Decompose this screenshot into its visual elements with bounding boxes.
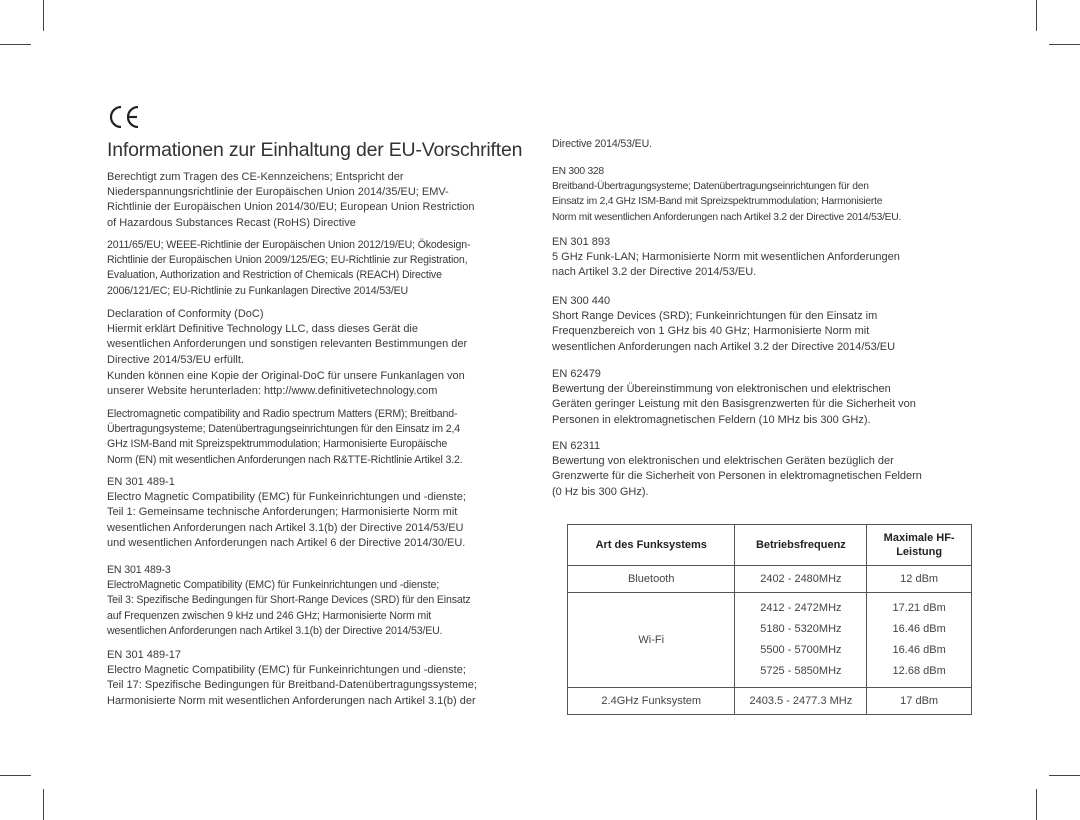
paragraph-en-301-893: EN 301 893 5 GHz Funk-LAN; Harmonisierte Norm mit wesentlichen Anforderungen nach Artikel 3.2 der Directive 2014/53/EU.	[552, 236, 900, 279]
crop-mark	[1036, 0, 1037, 31]
crop-mark	[0, 775, 31, 776]
paragraph-en-301-489-1: EN 301 489-1 Electro Magnetic Compatibility (EMC) für Funkeinrichtungen und -dienste; Teil 1: Gemeinsame technische Anforderungen; Harmonisierte Norm mit wesentlichen Anforderungen nach Artikel 3.1(b) der Directive 2014/53/EU und wesentlichen Anforderungen nach Artikel 6 der Directive 2014/30/EU.	[107, 476, 466, 549]
cell-system: 2.4GHz Funksystem	[568, 688, 735, 715]
table-row	[568, 566, 972, 593]
radio-spec-table	[567, 524, 972, 715]
crop-mark	[43, 789, 44, 820]
header-power: Maximale HF-Leistung	[867, 525, 972, 566]
paragraph-doc-download: Kunden können eine Kopie der Original-DoC für unsere Funkanlagen von unserer Website herunterladen: http://www.definitivetechnology.com	[107, 370, 465, 398]
cell-power: 17 dBm	[867, 688, 972, 715]
cell-system: Bluetooth	[568, 566, 735, 593]
crop-mark	[43, 0, 44, 31]
ce-mark-icon	[107, 104, 141, 130]
table-header-row	[568, 525, 972, 566]
paragraph-declaration-of-conformity: Declaration of Conformity (DoC) Hiermit erklärt Definitive Technology LLC, dass dieses Gerät die wesentlichen Anforderungen und sonstigen relevanten Bestimmungen der Directive 2014/53/EU erfüllt.	[107, 308, 468, 366]
paragraph-en-301-489-3: EN 301 489-3 ElectroMagnetic Compatibility (EMC) für Funkeinrichtungen und -dienste; Teil 3: Spezifische Bedingungen für Short-Range Devices (SRD) für den Einsatz auf Frequenzen zwischen 9 kHz und 246 GHz; Harmonisierte Norm mit wesentlichen Anforderungen nach Artikel 3.1(b) der Directive 2014/53/EU.	[107, 564, 471, 637]
paragraph-ce-compliance: Berechtigt zum Tragen des CE-Kennzeichens; Entspricht der Niederspannungsrichtlinie der Europäischen Union 2014/35/EU; EMV- Richtlinie der Europäischen Union 2014/30/EU; European Union Restriction of Hazardous Substances Recast (RoHS) Directive	[107, 171, 475, 229]
cell-system: Wi-Fi	[568, 593, 735, 688]
crop-mark	[1036, 789, 1037, 820]
paragraph-en-300-440: EN 300 440 Short Range Devices (SRD); Funkeinrichtungen für den Einsatz im Frequenzbereich von 1 GHz bis 40 GHz; Harmonisierte Norm mit wesentlichen Anforderungen nach Artikel 3.2 der Directive 2014/53/EU	[552, 295, 896, 353]
page-title: Informationen zur Einhaltung der EU-Vorschriften	[107, 139, 523, 161]
paragraph-en-300-328: EN 300 328 Breitband-Übertragungsysteme; Datenübertragungseinrichtungen für den Einsatz im 2,4 GHz ISM-Band mit Spreizspektrummodulation; Harmonisierte Norm mit wesentlichen Anforderungen nach Artikel 3.2 der Directive 2014/53/EU.	[552, 166, 902, 223]
paragraph-directive-continued: Directive 2014/53/EU.	[552, 138, 652, 150]
cell-frequency: 2412 - 2472MHz 5180 - 5320MHz 5500 - 5700MHz 5725 - 5850MHz	[735, 593, 867, 688]
header-system: Art des Funksystems	[568, 525, 735, 566]
paragraph-en-62311: EN 62311 Bewertung von elektronischen und elektrischen Geräten bezüglich der Grenzwerte für die Sicherheit von Personen in elektromagnetischen Feldern (0 Hz bis 300 GHz).	[552, 440, 922, 498]
table-row	[568, 688, 972, 715]
table-row	[568, 593, 972, 688]
cell-frequency: 2403.5 - 2477.3 MHz	[735, 688, 867, 715]
paragraph-en-301-489-17: EN 301 489-17 Electro Magnetic Compatibility (EMC) für Funkeinrichtungen und -dienste; Teil 17: Spezifische Bedingungen für Breitband-Datenübertragungssysteme; Harmonisierte Norm mit wesentlichen Anforderungen nach Artikel 3.1(b) der	[107, 649, 477, 707]
paragraph-erm: Electromagnetic compatibility and Radio spectrum Matters (ERM); Breitband- Übertragungsysteme; Datenübertragungseinrichtungen für den Einsatz im 2,4 GHz ISM-Band mit Spreizspektrummodulation; Harmonisierte Europäische Norm (EN) mit wesentlichen Anforderungen nach R&TTE-Richtlinie Artikel 3.2.	[107, 408, 463, 466]
crop-mark	[0, 44, 31, 45]
paragraph-directives: 2011/65/EU; WEEE-Richtlinie der Europäischen Union 2012/19/EU; Ökodesign- Richtlinie der Europäischen Union 2009/125/EG; EU-Richtlinie zur Registration, Evaluation, Authorization and Restriction of Chemicals (REACH) Directive 2006/121/EC; EU-Richtlinie zu Funkanlagen Directive 2014/53/EU	[107, 239, 471, 297]
cell-frequency: 2402 - 2480MHz	[735, 566, 867, 593]
cell-power: 17.21 dBm 16.46 dBm 16.46 dBm 12.68 dBm	[867, 593, 972, 688]
paragraph-en-62479: EN 62479 Bewertung der Übereinstimmung von elektronischen und elektrischen Geräten geringer Leistung mit den Basisgrenzwerten für die Sicherheit von Personen in elektromagnetischen Feldern (10 MHz bis 300 GHz).	[552, 368, 916, 426]
header-frequency: Betriebsfrequenz	[735, 525, 867, 566]
crop-mark	[1049, 44, 1080, 45]
crop-mark	[1049, 775, 1080, 776]
cell-power: 12 dBm	[867, 566, 972, 593]
